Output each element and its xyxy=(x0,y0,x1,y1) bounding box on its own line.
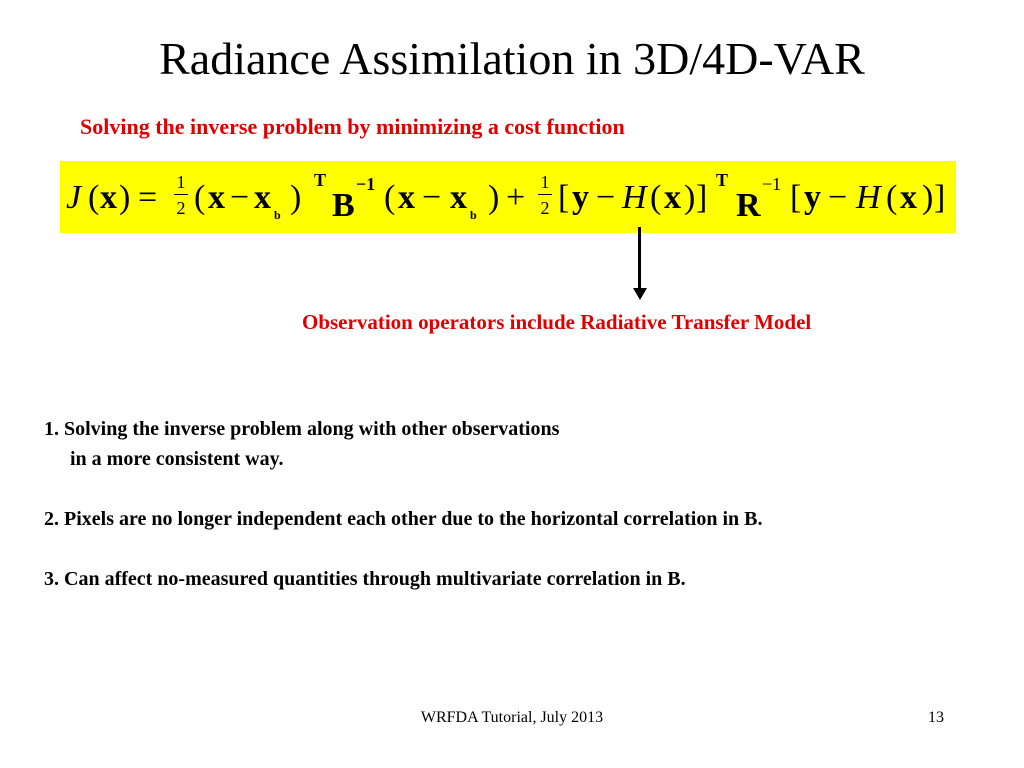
list-item-3: 3. Can affect no-measured quantities through multivariate correlation in B. xyxy=(44,568,686,590)
eq-bracket-open: [ xyxy=(790,179,802,216)
eq-frac-line xyxy=(538,194,552,195)
eq-symbol-y: y xyxy=(572,179,589,216)
eq-minus: − xyxy=(230,179,250,216)
eq-subscript-b: b xyxy=(274,208,281,222)
eq-matrix-B: B xyxy=(332,187,355,224)
eq-symbol-x: x xyxy=(900,179,917,216)
eq-transpose: T xyxy=(314,170,327,190)
observation-operators-note: Observation operators include Radiative Transfer Model xyxy=(302,310,812,334)
slide-subtitle: Solving the inverse problem by minimizing a cost function xyxy=(80,114,625,139)
eq-subscript-b: b xyxy=(470,208,477,222)
eq-paren-open: ( xyxy=(384,179,396,216)
eq-paren-open: ( xyxy=(88,179,100,216)
eq-minus: − xyxy=(422,179,442,216)
eq-symbol-x: x xyxy=(208,179,225,216)
eq-symbol-y: y xyxy=(804,179,821,216)
eq-frac-line xyxy=(174,194,188,195)
eq-transpose: T xyxy=(716,170,729,190)
list-item-2: 2. Pixels are no longer independent each other due to the horizontal correlation in B. xyxy=(44,508,763,530)
eq-frac-denominator: 2 xyxy=(540,198,550,218)
cost-function-equation xyxy=(66,169,950,229)
eq-paren-close: ) xyxy=(684,179,696,216)
arrow-head-icon xyxy=(633,288,647,300)
eq-frac-denominator: 2 xyxy=(176,198,186,218)
eq-symbol-J: J xyxy=(66,179,82,216)
footer-text: WRFDA Tutorial, July 2013 xyxy=(420,709,604,726)
eq-paren-close: ) xyxy=(119,179,131,216)
eq-paren-close: ) xyxy=(488,179,500,216)
eq-frac-numerator: 1 xyxy=(176,172,186,192)
eq-bracket-close: ] xyxy=(696,179,708,216)
down-arrow-icon xyxy=(638,227,641,293)
eq-symbol-x: x xyxy=(100,179,117,216)
eq-paren-open: ( xyxy=(886,179,898,216)
eq-symbol-x: x xyxy=(254,179,271,216)
eq-bracket-open: [ xyxy=(558,179,570,216)
eq-minus: − xyxy=(596,179,616,216)
eq-operator-H: H xyxy=(856,179,881,216)
eq-plus: + xyxy=(506,179,526,216)
eq-symbol-x: x xyxy=(450,179,467,216)
eq-paren-open: ( xyxy=(650,179,662,216)
eq-paren-close: ) xyxy=(290,179,302,216)
eq-matrix-R: R xyxy=(736,187,761,224)
eq-symbol-x: x xyxy=(398,179,415,216)
eq-operator-H: H xyxy=(622,179,647,216)
point-list xyxy=(44,414,1004,594)
eq-minus: − xyxy=(828,179,848,216)
eq-symbol-x: x xyxy=(664,179,681,216)
eq-paren-open: ( xyxy=(194,179,206,216)
slide-number: 13 xyxy=(928,709,944,726)
list-item-1-line-1: 1. Solving the inverse problem along with other observations xyxy=(44,418,560,440)
eq-inverse: −1 xyxy=(762,174,782,194)
eq-bracket-close: ] xyxy=(934,179,946,216)
slide-title: Radiance Assimilation in 3D/4D-VAR xyxy=(159,33,865,84)
eq-inverse: −1 xyxy=(356,174,376,194)
eq-paren-close: ) xyxy=(922,179,934,216)
eq-equals: = xyxy=(138,179,158,216)
list-item-1-line-2: in a more consistent way. xyxy=(70,448,284,470)
eq-frac-numerator: 1 xyxy=(540,172,550,192)
